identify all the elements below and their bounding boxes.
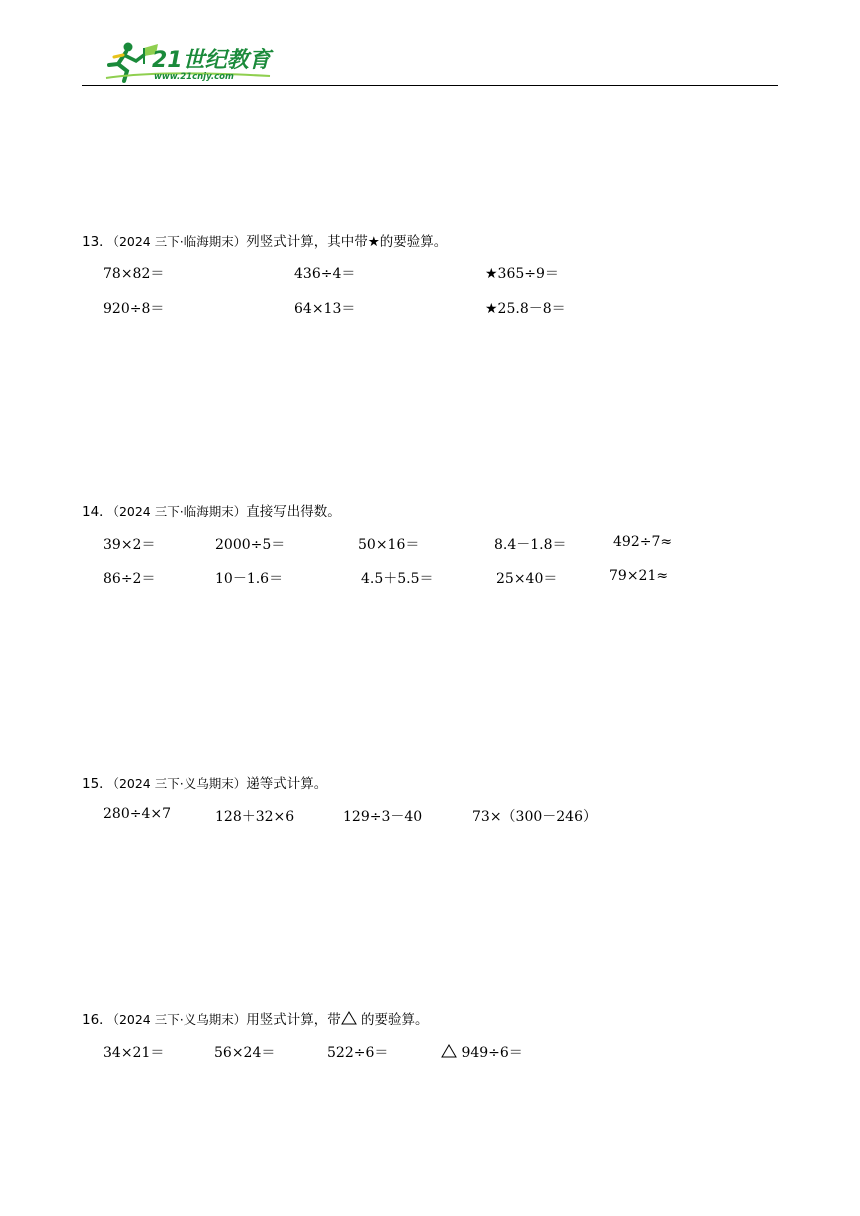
svg-text:www.21cnjy.com: www.21cnjy.com [154, 72, 234, 82]
question-15-title [82, 772, 327, 792]
question-source: （2024 三下·义乌期末） [112, 1012, 247, 1027]
header-divider [82, 85, 778, 86]
question-source: （2024 三下·临海期末） [112, 504, 247, 519]
question-number: 16． [82, 1012, 113, 1028]
question-14-title [82, 500, 341, 520]
problem-14-6: 86÷2＝ [103, 571, 156, 587]
question-instruction: 列竖式计算，其中带★的要验算。 [246, 234, 448, 250]
problem-14-9: 25×40＝ [496, 571, 558, 587]
problem-16-3: 522÷6＝ [327, 1045, 389, 1061]
svg-text:21世纪教育: 21世纪教育 [152, 48, 271, 73]
problem-16-4-text: 949÷6＝ [457, 1045, 523, 1061]
problem-14-3: 50×16＝ [358, 537, 420, 553]
problem-14-8: 4.5＋5.5＝ [361, 571, 434, 587]
problem-15-1: 280÷4×7 [103, 806, 171, 822]
problem-16-4 [441, 1042, 523, 1062]
problem-13-2: 436÷4＝ [294, 266, 356, 282]
site-logo [100, 40, 275, 84]
question-instruction-pre: 用竖式计算，带 [246, 1012, 341, 1028]
runner-logo-icon [100, 40, 275, 84]
problem-14-5: 492÷7≈ [613, 534, 673, 550]
question-instruction-post: 的要验算。 [356, 1012, 429, 1028]
triangle-icon [441, 1044, 457, 1058]
question-number: 15． [82, 776, 113, 792]
problem-15-3: 129÷3－40 [343, 809, 423, 825]
question-13-title [82, 230, 447, 250]
question-source: （2024 三下·临海期末） [112, 234, 247, 249]
problem-14-2: 2000÷5＝ [215, 537, 286, 553]
problem-13-4: 920÷8＝ [103, 301, 165, 317]
problem-15-4: 73×（300－246） [472, 809, 597, 825]
question-number: 13． [82, 234, 113, 250]
problem-14-1: 39×2＝ [103, 537, 156, 553]
problem-16-2: 56×24＝ [214, 1045, 276, 1061]
triangle-icon [341, 1011, 357, 1025]
problem-14-10: 79×21≈ [609, 568, 669, 584]
question-16-title [82, 1008, 429, 1028]
problem-13-3: ★365÷9＝ [485, 266, 559, 282]
question-instruction: 递等式计算。 [246, 776, 328, 792]
problem-13-6: ★25.8－8＝ [485, 301, 566, 317]
problem-13-1: 78×82＝ [103, 266, 165, 282]
problem-15-2: 128＋32×6 [215, 809, 295, 825]
problem-13-5: 64×13＝ [294, 301, 356, 317]
problem-16-1: 34×21＝ [103, 1045, 165, 1061]
problem-14-4: 8.4－1.8＝ [494, 537, 567, 553]
question-source: （2024 三下·义乌期末） [112, 776, 247, 791]
problem-14-7: 10－1.6＝ [215, 571, 284, 587]
question-instruction: 直接写出得数。 [246, 504, 341, 520]
question-number: 14． [82, 504, 113, 520]
